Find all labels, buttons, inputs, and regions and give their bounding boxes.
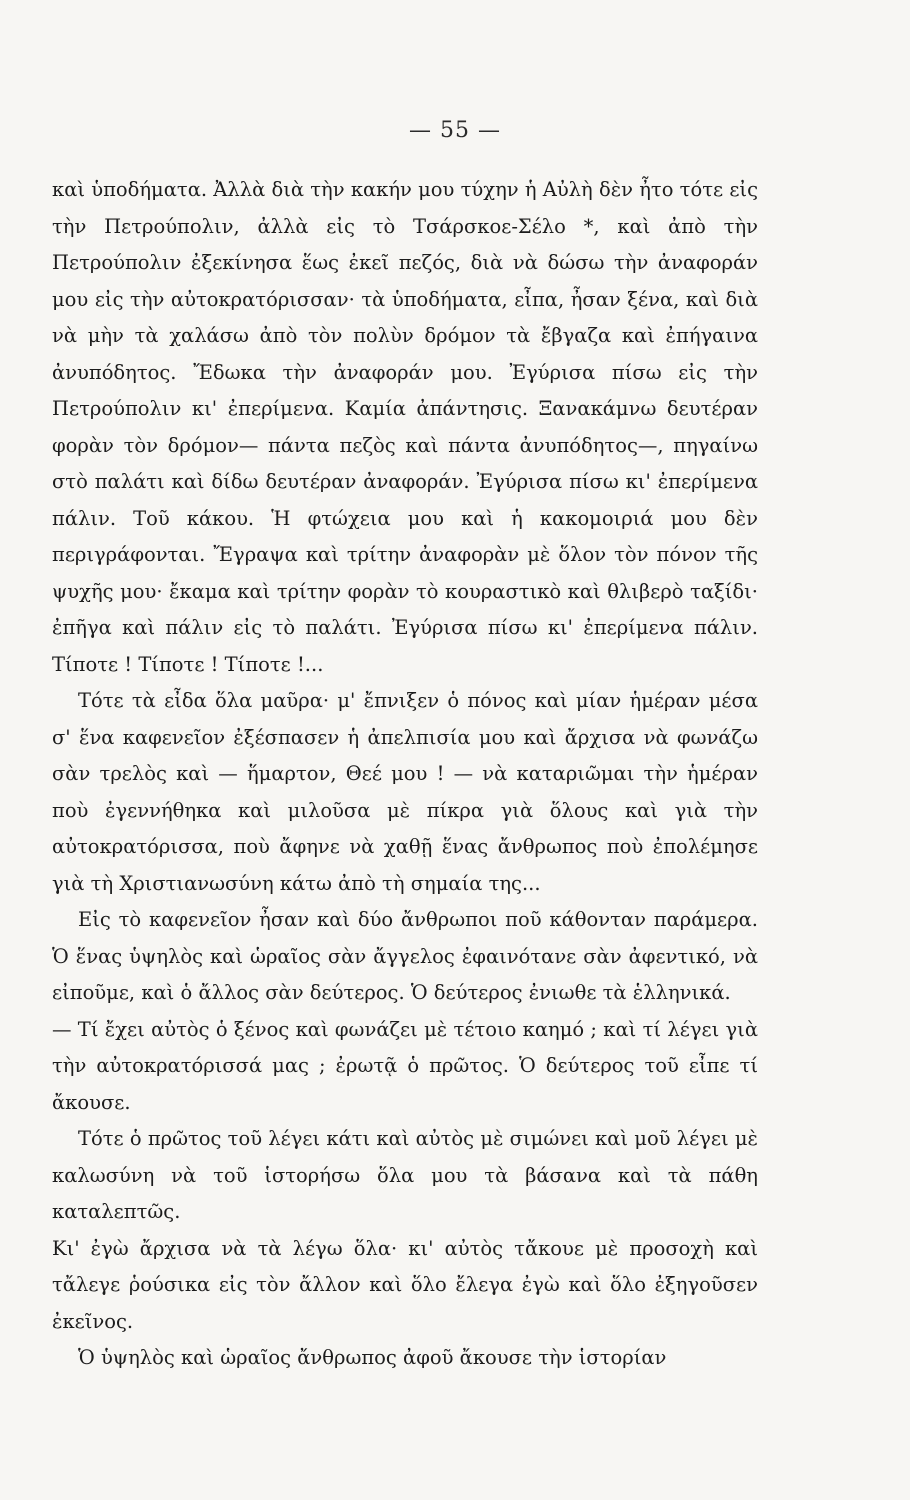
paragraph: Τότε τὰ εἶδα ὅλα μαῦρα· μ' ἔπνιξεν ὁ πόνος καὶ μίαν ἡμέραν μέσα σ' ἕνα καφενεῖον ἐξέσπασεν ἡ ἀπελπισία μου καὶ ἄρχισα νὰ φωνάζω σὰν τρελὸς καὶ — ἥμαρτον, Θεέ μου ! — νὰ καταριῶμαι τὴν ἡμέραν ποὺ ἐγεννήθηκα καὶ μιλοῦσα μὲ πίκρα γιὰ ὅλους καὶ γιὰ τὴν αὐτοκρατόρισσα, ποὺ ἄφηνε νὰ χαθῇ ἕνας ἄνθρωπος ποὺ ἐπολέμησε γιὰ τὴ Χριστιανωσύνη κάτω ἀπὸ τὴ σημαία της...	[52, 689, 758, 895]
body-text	[52, 172, 758, 1377]
paragraph: καὶ ὑποδήματα. Ἀλλὰ διὰ τὴν κακήν μου τύχην ἡ Αὐλὴ δὲν ἦτο τότε εἰς τὴν Πετρούπολιν, ἀλλὰ εἰς τὸ Τσάρσκοε-Σέλο *, καὶ ἀπὸ τὴν Πετρούπολιν ἐξεκίνησα ἕως ἐκεῖ πεζός, διὰ νὰ δώσω τὴν ἀναφοράν μου εἰς τὴν αὐτοκρατόρισσαν· τὰ ὑποδήματα, εἶπα, ἦσαν ξένα, καὶ διὰ νὰ μὴν τὰ χαλάσω ἀπὸ τὸν πολὺν δρόμον τὰ ἔβγαζα καὶ ἐπήγαινα ἀνυπόδητος. Ἔδωκα τὴν ἀναφοράν μου. Ἐγύρισα πίσω εἰς τὴν Πετρούπολιν κι' ἐπερίμενα. Καμία ἀπάντησις. Ξανακάμνω δευτέραν φορὰν τὸν δρόμον— πάντα πεζὸς καὶ πάντα ἀνυπόδητος—, πηγαίνω στὸ παλάτι καὶ δίδω δευτέραν ἀναφοράν. Ἐγύρισα πίσω κι' ἐπερίμενα πάλιν. Τοῦ κάκου. Ἡ φτώχεια μου καὶ ἡ κακομοιριά μου δὲν περιγράφονται. Ἔγραψα καὶ τρίτην ἀναφορὰν μὲ ὅλον τὸν πόνον τῆς ψυχῆς μου· ἔκαμα καὶ τρίτην φορὰν τὸ κουραστικὸ καὶ θλιβερὸ ταξίδι· ἐπῆγα καὶ πάλιν εἰς τὸ παλάτι. Ἐγύρισα πίσω κι' ἐπερίμενα πάλιν. Τίποτε ! Τίποτε ! Τίποτε !...	[52, 178, 758, 676]
page-number: — 55 —	[409, 118, 501, 143]
paragraph: Εἰς τὸ καφενεῖον ἦσαν καὶ δύο ἄνθρωποι ποῦ κάθονταν παράμερα. Ὁ ἕνας ὑψηλὸς καὶ ὡραῖος σὰν ἄγγελος ἐφαινότανε σὰν ἀφεντικό, νὰ εἰποῦμε, καὶ ὁ ἄλλος σὰν δεύτερος. Ὁ δεύτερος ἐνιωθε τὰ ἑλληνικά.	[52, 908, 758, 1004]
paragraph: Τότε ὁ πρῶτος τοῦ λέγει κάτι καὶ αὐτὸς μὲ σιμώνει καὶ μοῦ λέγει μὲ καλωσύνη νὰ τοῦ ἱστορήσω ὅλα μου τὰ βάσανα καὶ τὰ πάθη καταλεπτῶς.	[52, 1127, 758, 1223]
paragraph: — Τί ἔχει αὐτὸς ὁ ξένος καὶ φωνάζει μὲ τέτοιο καημό ; καὶ τί λέγει γιὰ τὴν αὐτοκρατόρισσά μας ; ἐρωτᾷ ὁ πρῶτος. Ὁ δεύτερος τοῦ εἶπε τί ἄκουσε.	[52, 1017, 758, 1114]
paragraph: Κι' ἐγὼ ἄρχισα νὰ τὰ λέγω ὅλα· κι' αὐτὸς τἄκουε μὲ προσοχὴ καὶ τἄλεγε ῥούσικα εἰς τὸν ἄλλον καὶ ὅλο ἔλεγα ἐγὼ καὶ ὅλο ἐξηγοῦσεν ἐκεῖνος.	[52, 1236, 758, 1333]
paragraph: Ὁ ὑψηλὸς καὶ ὡραῖος ἄνθρωπος ἀφοῦ ἄκουσε τὴν ἱστορίαν	[78, 1346, 667, 1369]
